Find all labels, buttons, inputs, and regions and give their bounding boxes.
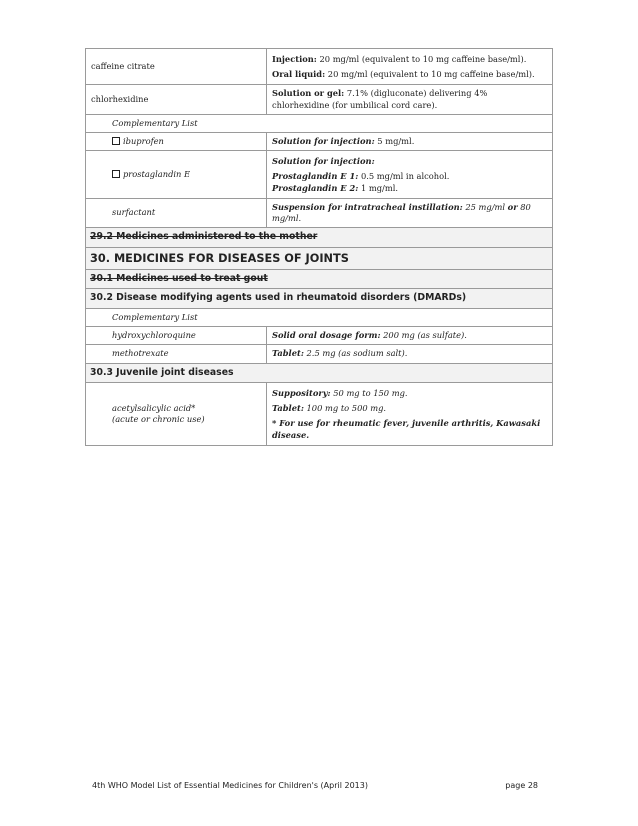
table-row-section-30-1 — [86, 269, 553, 289]
dosage-label: Solution for injection: — [272, 135, 375, 146]
dosage-label: Tablet: — [272, 403, 304, 414]
dosage-cell — [267, 345, 553, 363]
square-box-icon — [112, 170, 120, 178]
table-row-caffeine-citrate — [86, 49, 553, 85]
medicines-table-page — [85, 48, 553, 446]
dosage-text: 20 mg/ml (equivalent to 10 mg caffeine base/ml). — [316, 54, 527, 64]
dosage-label: Solid oral dosage form: — [272, 330, 381, 341]
medicine-name: hydroxychloroquine — [86, 327, 267, 345]
page-footer — [92, 781, 538, 790]
table-row-chlorhexidine — [86, 85, 553, 114]
section-heading-30: 30. MEDICINES FOR DISEASES OF JOINTS — [86, 247, 553, 269]
dosage-text: 80 mg/ml. — [272, 201, 531, 223]
dosage-text: 200 mg (as sulfate). — [380, 330, 467, 341]
table-row-section-30 — [86, 247, 553, 269]
medicine-name: caffeine citrate — [86, 49, 267, 85]
medicine-name: ibuprofen — [123, 135, 164, 146]
medicine-name: chlorhexidine — [86, 85, 267, 114]
medicine-note: (acute or chronic use) — [112, 413, 205, 424]
section-heading-29-2: 29.2 Medicines administered to the mother — [86, 228, 553, 248]
dosage-cell — [267, 85, 553, 114]
table-row-acetylsalicylic-acid — [86, 383, 553, 446]
dosage-text: 7.1% (digluconate) delivering 4% chlorhexidine (for umbilical cord care). — [272, 88, 488, 110]
dosage-cell — [267, 383, 553, 446]
dosage-or: or — [507, 201, 518, 212]
dosage-text: 50 mg to 150 mg. — [330, 388, 408, 399]
table-row-hydroxychloroquine — [86, 327, 553, 345]
table-row-surfactant — [86, 198, 553, 227]
medicine-name: prostaglandin E — [123, 168, 191, 179]
dosage-label: Tablet: — [272, 348, 304, 359]
dosage-label: Solution for injection: — [272, 156, 375, 167]
table-row-methotrexate — [86, 345, 553, 363]
section-heading-30-3: 30.3 Juvenile joint diseases — [86, 363, 553, 383]
medicine-name: surfactant — [86, 198, 267, 227]
dosage-label: Suppository: — [272, 388, 331, 399]
dosage-label: Prostaglandin E 1: — [272, 171, 359, 182]
dosage-cell — [267, 327, 553, 345]
medicine-name-cell — [86, 383, 267, 446]
table-row-prostaglandin — [86, 151, 553, 199]
dosage-cell — [267, 198, 553, 227]
table-row-section-29-2 — [86, 228, 553, 248]
dosage-label: Injection: — [272, 54, 317, 64]
dosage-cell — [267, 49, 553, 85]
dosage-label: Prostaglandin E 2: — [272, 182, 359, 193]
dosage-label: Suspension for intratracheal instillation: — [272, 201, 463, 212]
medicine-name: methotrexate — [86, 345, 267, 363]
dosage-text: 1 mg/ml. — [358, 182, 398, 193]
dosage-label: Oral liquid: — [272, 69, 326, 80]
dosage-cell — [267, 132, 553, 150]
table-row-complementary-list-2 — [86, 308, 553, 326]
dosage-text: 5 mg/ml. — [374, 135, 415, 146]
dosage-label: Solution or gel: — [272, 88, 345, 99]
section-heading-30-1: 30.1 Medicines used to treat gout — [86, 269, 553, 289]
dosage-text: 2.5 mg (as sodium salt). — [303, 348, 408, 359]
medicines-table — [85, 48, 553, 446]
table-row-complementary-list — [86, 114, 553, 132]
footnote: * For use for rheumatic fever, juvenile arthritis, Kawasaki disease. — [272, 418, 541, 440]
table-row-ibuprofen — [86, 132, 553, 150]
table-row-section-30-2 — [86, 289, 553, 309]
dosage-text: 20 mg/ml (equivalent to 10 mg caffeine base/ml). — [325, 69, 535, 80]
dosage-text: 25 mg/ml — [462, 201, 508, 212]
medicine-name-cell — [86, 151, 267, 199]
medicine-name: acetylsalicylic acid* — [112, 402, 196, 413]
footer-page-number: page 28 — [505, 781, 538, 790]
footer-document-title: 4th WHO Model List of Essential Medicines for Children's (April 2013) — [92, 781, 368, 790]
dosage-text: 100 mg to 500 mg. — [303, 403, 387, 414]
square-box-icon — [112, 137, 120, 145]
complementary-list-heading: Complementary List — [86, 308, 553, 326]
dosage-cell — [267, 151, 553, 199]
section-heading-30-2: 30.2 Disease modifying agents used in rheumatoid disorders (DMARDs) — [86, 289, 553, 309]
dosage-text: 0.5 mg/ml in alcohol. — [358, 171, 450, 182]
medicine-name-cell — [86, 132, 267, 150]
table-row-section-30-3 — [86, 363, 553, 383]
complementary-list-heading: Complementary List — [86, 114, 553, 132]
